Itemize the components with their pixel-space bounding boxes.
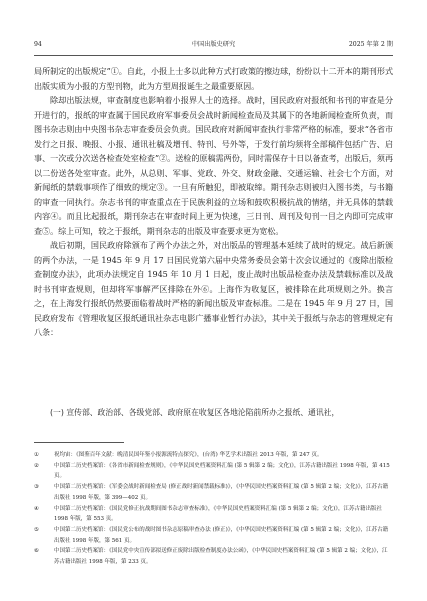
footnote-text: 祝均宙：《图鉴百年文献：晚清民国年鉴小报源流特点探究》，(台湾) 华艺学术出版社 2013 年版，第 247 页。 <box>54 452 323 458</box>
footnote <box>34 504 393 525</box>
issue-label: 2025 年第 2 期 <box>348 41 393 48</box>
footnote-text: 中国第二历史档案馆：《国民党修正抗战期间图书杂志审查标准》，《中华民国史档案资料汇编 (第 5 辑第 2 编；文化)》，江苏古籍出版社 1998 年版，第 553 页。 <box>54 505 383 523</box>
journal-title: 中国出版史研究 <box>191 41 236 48</box>
footnote <box>34 450 393 461</box>
footnote-text: 中国第二历史档案馆：《国民党中央宣传部拟送修正废除出版检查制度办法公函》，《中华民国史档案资料汇编 (第 5 辑第 2 编；文化)》，江苏古籍出版社 1998 年版，第 233 页。 <box>54 548 388 565</box>
paragraph-continued: 局所制定的出版规定”①。自此，小报上士多以此种方式打政策的擦边球，纷纷以十二开本的期刊形式出版实质为小报的方型刊物，此为方型周报诞生之最重要原因。 <box>34 66 393 91</box>
footnote-rule <box>34 442 124 443</box>
footnote-text: 中国第二历史档案馆：《国民党公布的战时图书杂志原稿审查办法 (修正)》，《中华民国史档案资料汇编 (第 5 辑第 2 编；文化)》，江苏古籍出版社 1998 年版，第 561 页。 <box>54 526 389 544</box>
footnote-number: ⑥ <box>34 548 39 555</box>
footnote-text: 中国第二历史档案馆：《各省市新闻检查规则》，《中华民国史档案资料汇编 (第 5 辑第 2 编；文化)》，江苏古籍出版社 1998 年版，第 415 页。 <box>54 462 390 480</box>
running-header <box>34 38 393 52</box>
footnote-text: 中国第二历史档案馆：《军委会战时新闻检查局 (修正战时新闻禁载标准)》，《中华民国史档案资料汇编 (第 5 辑第 2 编；文化)》，江苏古籍出版社 1998 年版，第 399—402 页。 <box>54 484 389 501</box>
paragraph-postwar: 战后初期，国民政府除颁布了两个办法之外，对出版品的管理基本延续了战时的规定。战后新颁的两个办法，一是 1945 年 9 月 17 日国民党第六届中央常务委员会第十次会议通过的《废除出版检查制度办法》，此项办法规定自 1945 年 10 月 1 日起，废止战时出版品检查办法及禁载标准以及战时书刊审查规则，但却将军事解严区排除在外⑥。上海作为收复区，被排除在此项规则之外。换言之，在上海发行报纸仍然要面临着战时严格的新闻出版及审查标准。二是在 1945 年 9 月 27 日，国民政府发布《管理收复区报纸通讯社杂志电影广播事业暂行办法》，其中关于报纸与杂志的管理规定有八条： <box>34 240 393 337</box>
footnote-number: ① <box>34 452 39 458</box>
body-text <box>34 64 393 340</box>
page-number: 94 <box>34 41 42 48</box>
footnote <box>34 546 393 567</box>
footnote <box>34 525 393 546</box>
footnote-number: ⑤ <box>34 526 39 533</box>
paragraph-censorship: 除却出版法规，审查制度也影响着小报界人士的选择。战时，国民政府对报纸和书刊的审查是分开进行的，报纸的审查属于国民政府军事委员会战时新闻检查局及其属下的各地新闻检查所负责，而图书杂志则由中央图书杂志审查委员会负责。国民政府对新闻审查执行非常严格的标准，要求“各省市发行之日报、晚报、小报、通讯社稿及增刊、特刊、号外等，于发行前均须将全部稿件包括广告、启事、一次或分次送各检查处室检查”②。送检的原稿需两份，同时需保存十日以备查考，出版后，须再以二份送各处室审查。此外，从总则、军事、党政、外交、财政金融、交通运输、社会七个方面，对新闻纸的禁载事项作了细致的规定③。一旦有所触犯，即被取缔。期刊杂志则被归入图书类，与书籍的审查一同执行。杂志书刊的审查重点在于民族利益的立场和鼓吹积极抗战的情绪，并无具体的禁载内容④。而且比起报纸，期刊杂志在审查时间上更为快速，三日刊、周刊及旬刊一目之内即可完成审查⑤。综上可知，较之于报纸，期刊杂志的出版及审查要求更为宽松。 <box>34 95 393 236</box>
footnote <box>34 461 393 482</box>
block-quote: (一) 宣传部、政治部、各级党部、政府原在收复区各地沦陷前所办之报纸、通讯社， <box>50 408 340 417</box>
footnote <box>34 482 393 503</box>
footnote-number: ② <box>34 462 39 469</box>
footnotes <box>34 450 393 568</box>
footnote-number: ③ <box>34 484 39 491</box>
header-rule <box>34 55 393 56</box>
footnote-number: ④ <box>34 505 39 512</box>
